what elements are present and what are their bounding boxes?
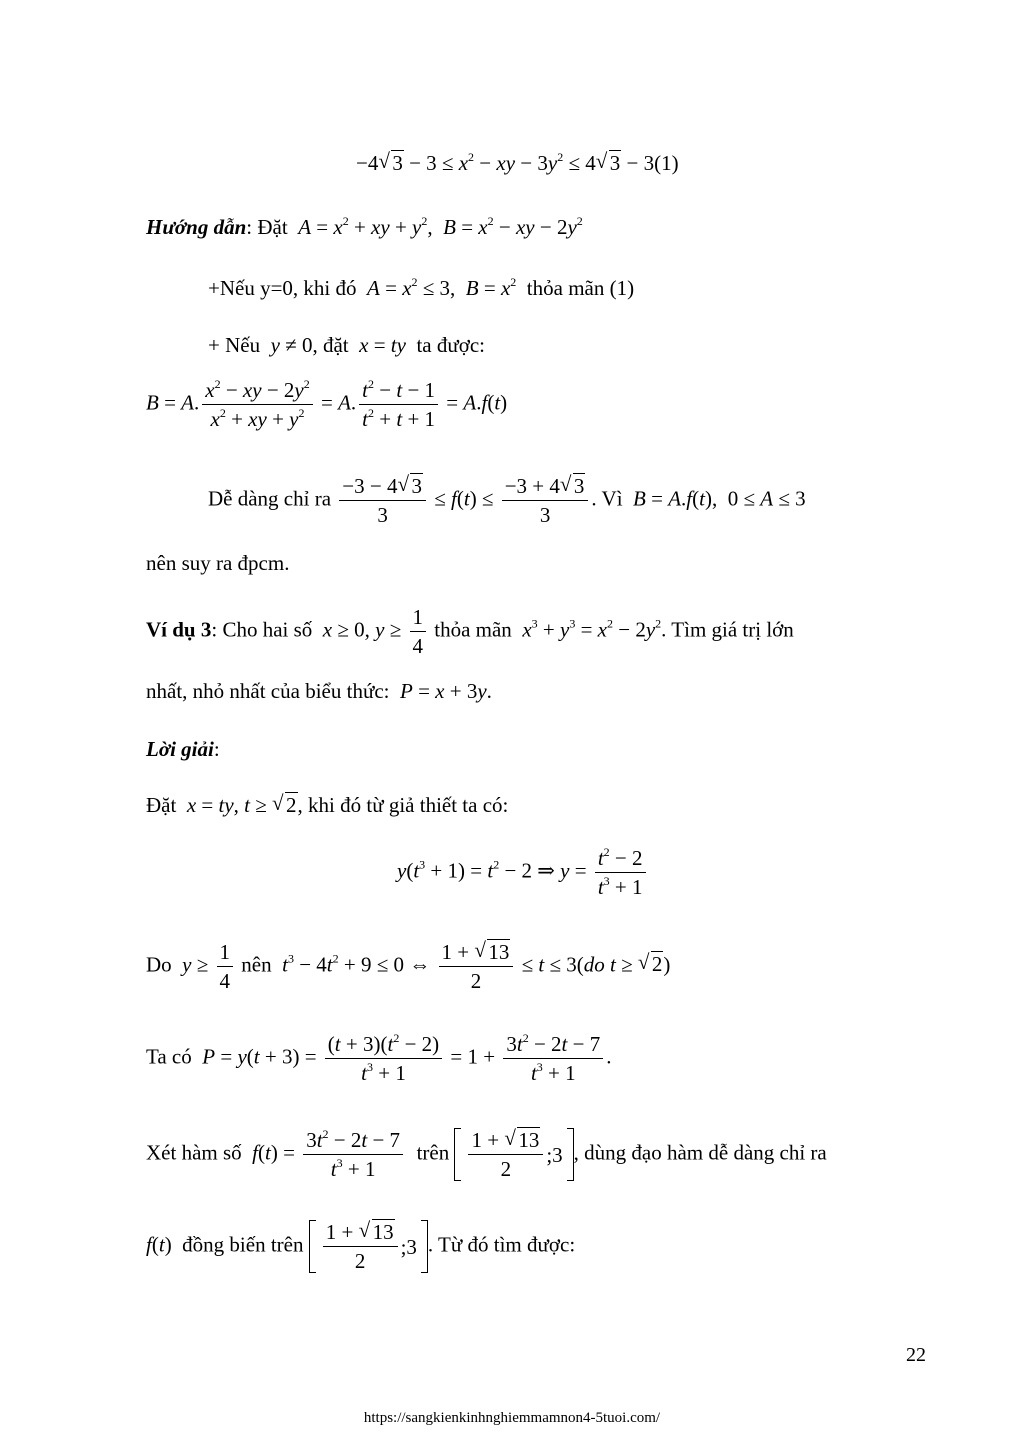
p-line: Ta có P = y(t + 3) = $\frac{(t + 3)(t^2 - 2)}{t^3 + 1}$ = 1 + $\frac{3t^2 - 2t - 7}{t^3 + 1}$ . [146, 1031, 612, 1085]
do-line: Do y ≥ $\frac{1}{4}$ nên $t^3 - 4t^2 + 9 \le 0$ ⇔ $\frac{1 + √ 13}{2}$ ≤ t ≤ 3(do t ≥ √ 2) [146, 940, 670, 993]
footer-url[interactable]: https://sangkienkinhnghiemmamnon4-5tuoi.com/ [363, 1410, 661, 1426]
dong-bien-line: f(t) đồng biến trên $\frac{1 + √ 13}{2}$ ;3 . Từ đó tìm được: [146, 1220, 575, 1273]
vi-du-3-line: Ví dụ 3: Cho hai số x ≥ 0, y ≥ $\frac{1}{4}$ thỏa mãn $x^3 + y^3 = x^2 - 2y^2$. Tìm giá trị lớn [146, 605, 794, 658]
vi-du-3-line-2: nhất, nhỏ nhất của biểu thức: P = x + 3y. [146, 679, 492, 703]
bound-line: Dễ dàng chỉ ra $\frac{-3 - 4√ 3}{3}$ ≤ f(t) ≤ $\frac{-3 + 4√ 3}{3}$ . Vì B = A.f(t), 0 ≤ A ≤ 3 [208, 474, 806, 527]
conclusion-text: nên suy ra đpcm. [146, 551, 290, 575]
dat-line: Đặt x = ty, t ≥ √ 2, khi đó từ giả thiết ta có: [146, 792, 508, 818]
case-y-zero: +Nếu y=0, khi đó $A = x^2 \le 3$, $B = x^2$ thỏa mãn (1) [208, 275, 635, 300]
loi-giai-heading: Lời giải: [146, 737, 220, 761]
page-number: 22 [906, 1344, 926, 1366]
inequality-1: −4√ $3 - 3 \le x^2$ − xy − $3y^2 \le 4√$ 3 − 3(1) [356, 150, 679, 176]
case-y-nonzero: + Nếu y ≠ 0, đặt x = ty ta được: [208, 333, 485, 357]
huong-dan-line: Hướng dẫn: Đặt $A = x^2$ + xy + $y^2$, $B = x^2$ − xy − $2y^2$ [146, 214, 583, 239]
xet-ham-so-line: Xét hàm số f(t) = $\frac{3t^2 - 2t - 7}{t^3 + 1}$ trên $\frac{1 + √ 13}{2}$ ;3 , dùng đạo hàm dễ dàng chỉ ra [146, 1128, 827, 1181]
vi-du-label: Ví dụ 3 [146, 617, 212, 642]
y-equation: $y(t^3 + 1) = t^2 - 2$ ⇒ y = $\frac{t^2 - 2}{t^3 + 1}$ [397, 846, 649, 899]
huong-dan-label: Hướng dẫn [146, 215, 247, 239]
b-expression: B = A. $\frac{x^2 - xy - 2y^2}{x^2 + xy + y^2}$ = A. $\frac{t^2 - t - 1}{t^2 + t + 1}$ = A.f(t) [146, 377, 508, 431]
